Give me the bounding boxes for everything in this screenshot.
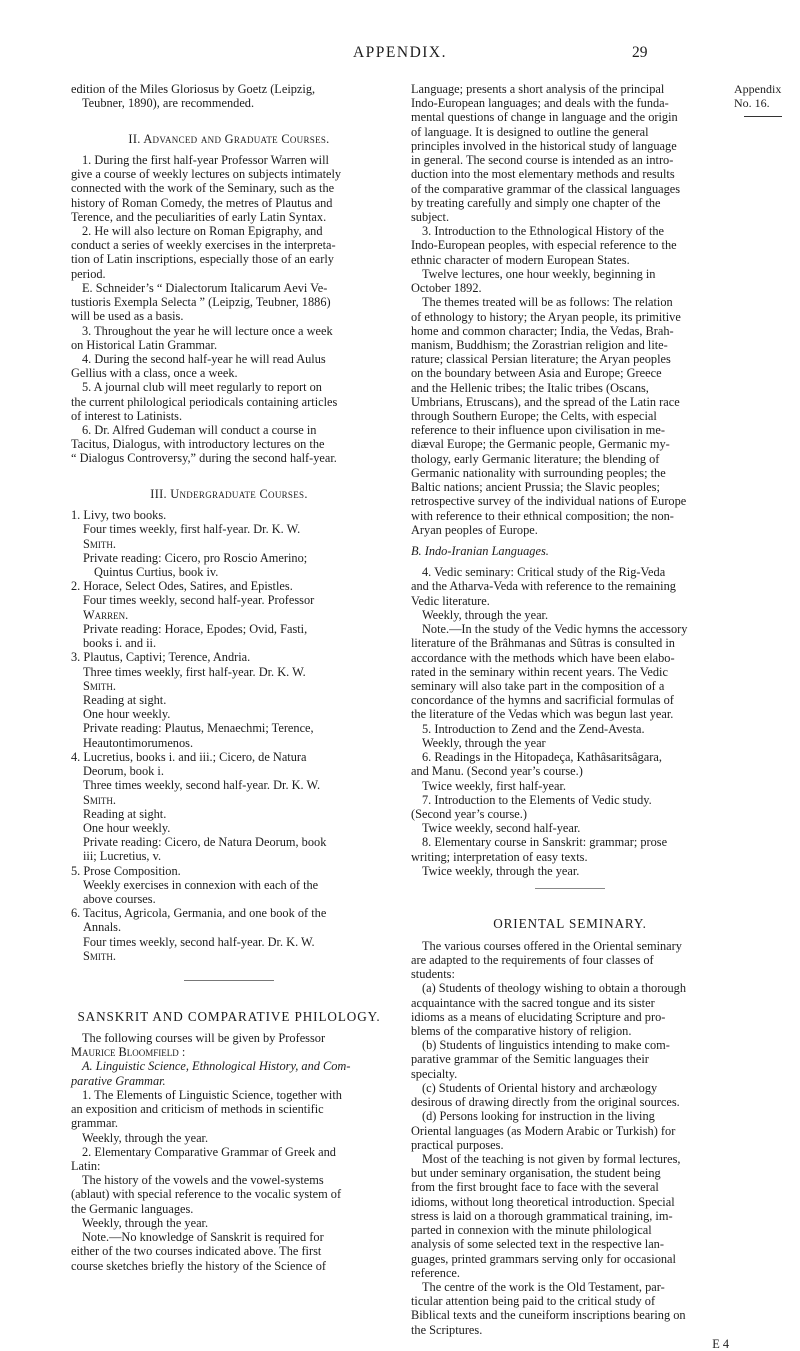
text-line: history of Roman Comedy, the metres of Plautus and	[71, 195, 333, 210]
text-line: accordance with the methods which have been elabo-	[411, 650, 675, 665]
text-line: Smith.	[83, 536, 116, 551]
text-line: parted in connexion with the minute philological	[411, 1223, 652, 1238]
text-line: Reading at sight.	[83, 806, 167, 821]
text-line: reference.	[411, 1265, 460, 1280]
text-line: of language. It is designed to outline the general	[411, 124, 649, 139]
signature-mark: E 4	[712, 1336, 729, 1351]
text-line: mental questions of change in language and the origin	[411, 110, 678, 125]
text-line: Maurice Bloomfield :	[71, 1045, 186, 1060]
right-column	[411, 82, 729, 1351]
text-line: subject.	[411, 209, 450, 224]
text-line: retrospective survey of the individual nations of Europe	[411, 494, 687, 509]
text-line: Reading at sight.	[83, 692, 167, 707]
margin-note-line: Appendix	[734, 82, 782, 96]
text-line: Private reading: Horace, Epodes; Ovid, Fasti,	[83, 621, 308, 636]
text-line: the current philological periodicals containing articles	[71, 394, 338, 409]
text-line: “ Dialogus Controversy,” during the second half-year.	[71, 451, 337, 466]
text-line: 1. The Elements of Linguistic Science, together with	[82, 1087, 342, 1102]
text-line: writing; interpretation of easy texts.	[411, 849, 588, 864]
text-line: Three times weekly, second half-year. Dr. K. W.	[83, 778, 321, 793]
text-line: desirous of drawing directly from the original sources.	[411, 1095, 680, 1110]
text-line: Twice weekly, first half-year.	[422, 778, 566, 793]
text-line: rature; classical Persian literature; the Aryan peoples	[411, 352, 671, 367]
text-line: The centre of the work is the Old Testament, par-	[422, 1279, 665, 1294]
list-item: 1. Livy, two books.	[71, 508, 167, 523]
text-line: 1. During the first half-year Professor Warren will	[82, 152, 329, 167]
text-line: Weekly, through the year.	[422, 607, 549, 622]
margin-rule	[744, 116, 782, 117]
text-line: duction into the most elementary methods and results	[411, 167, 675, 182]
text-line: Weekly, through the year.	[82, 1215, 209, 1230]
text-line: Four times weekly, second half-year. Professor	[83, 593, 315, 608]
text-line: and Manu. (Second year’s course.)	[411, 764, 583, 779]
text-line: 2. He will also lecture on Roman Epigraphy, and	[82, 223, 323, 238]
section-heading: III. Undergraduate Courses.	[150, 486, 308, 501]
list-item: 5. Prose Composition.	[71, 863, 181, 878]
text-line: Latin:	[71, 1158, 101, 1173]
text-line: literature of the Brâhmanas and Sûtras is consulted in	[411, 636, 675, 651]
text-line: books i. and ii.	[83, 636, 157, 651]
text-line: 3. Introduction to the Ethnological History of the	[422, 224, 665, 239]
text-line: Umbrians, Etruscans), and the spread of the Latin race	[411, 394, 680, 409]
page-header	[0, 44, 800, 64]
text-line: concordance of the hymns and sacrificial formulas of	[411, 693, 674, 708]
text-line: either of the two courses indicated above. The first	[71, 1244, 322, 1259]
text-line: 6. Readings in the Hitopadeça, Kathâsaritsâgara,	[422, 750, 662, 765]
text-line: (Second year’s course.)	[411, 806, 527, 821]
text-line: 7. Introduction to the Elements of Vedic study.	[422, 792, 652, 807]
text-line: (a) Students of theology wishing to obtain a thorough	[422, 981, 686, 996]
text-line: Smith.	[83, 948, 116, 963]
text-line: Tacitus, Dialogus, with introductory lectures on the	[71, 437, 325, 452]
margin-note	[734, 82, 790, 117]
text-line: guages, printed grammars serving only for occasional	[411, 1251, 676, 1266]
text-line: students:	[411, 967, 455, 982]
text-line: Private reading: Cicero, pro Roscio Amerino;	[83, 550, 308, 565]
text-line: One hour weekly.	[83, 820, 171, 835]
text-line: Indo-European languages; and deals with the funda-	[411, 96, 669, 111]
text-line: edition of the Miles Gloriosus by Goetz (Leipzig,	[71, 82, 316, 96]
text-line: on the boundary between Asia and Europe; Greece	[411, 366, 662, 381]
text-line: Weekly exercises in connexion with each of the	[83, 877, 319, 892]
text-line: manism, Buddhism; the Zorastrian religion and lite-	[411, 337, 668, 352]
text-line: E. Schneider’s “ Dialectorum Italicarum Aevi Ve-	[82, 280, 328, 295]
text-line: will be used as a basis.	[71, 309, 184, 324]
list-item: 2. Horace, Select Odes, Satires, and Epistles.	[71, 579, 293, 594]
text-line: Weekly, through the year	[422, 735, 546, 750]
left-column	[71, 82, 387, 1273]
text-line: conduct a series of weekly exercises in the interpreta-	[71, 238, 336, 253]
text-line: analysis of some selected text in the respective lan-	[411, 1237, 664, 1252]
text-line: an exposition and criticism of methods in scientific	[71, 1102, 324, 1117]
text-line: Twice weekly, second half-year.	[422, 821, 581, 836]
text-line: connected with the work of the Seminary, such as the	[71, 181, 335, 196]
text-line: 5. A journal club will meet regularly to report on	[82, 380, 322, 395]
text-line: acquaintance with the sacred tongue and its sister	[411, 995, 655, 1010]
text-line: Smith.	[83, 678, 116, 693]
text-line: Aryan peoples of Europe.	[411, 522, 538, 537]
text-line: Twice weekly, through the year.	[422, 863, 580, 878]
text-line: Four times weekly, second half-year. Dr. K. W.	[83, 934, 315, 949]
text-line: are adapted to the requirements of four classes of	[411, 952, 654, 967]
text-line: stress is laid on a thorough grammatical training, im-	[411, 1208, 673, 1223]
text-line: parative grammar of the Semitic languages their	[411, 1052, 649, 1067]
text-line: Teubner, 1890), are recommended.	[82, 96, 255, 111]
text-line: One hour weekly.	[83, 707, 171, 722]
text-line: of the comparative grammar of the classical languages	[411, 181, 681, 196]
text-line: ticular attention being paid to the critical study of	[411, 1294, 656, 1309]
subsection-heading: B. Indo-Iranian Languages.	[411, 544, 549, 558]
list-item: 3. Plautus, Captivi; Terence, Andria.	[71, 650, 251, 665]
text-line: Language; presents a short analysis of the principal	[411, 82, 665, 96]
text-line: practical purposes.	[411, 1137, 504, 1152]
list-item: 6. Tacitus, Agricola, Germania, and one book of the	[71, 906, 327, 921]
text-line: 5. Introduction to Zend and the Zend-Avesta.	[422, 721, 645, 736]
text-line: and the Atharva-Veda with reference to the remaining	[411, 579, 676, 594]
text-line: iii; Lucretius, v.	[83, 849, 162, 864]
text-line: the Scriptures.	[411, 1322, 483, 1337]
subsection-heading: parative Grammar.	[71, 1073, 166, 1088]
margin-note-line: No. 16.	[734, 96, 770, 111]
text-line: The following courses will be given by Professor	[82, 1031, 326, 1045]
text-line: Four times weekly, first half-year. Dr. K. W.	[83, 522, 301, 537]
running-title: APPENDIX.	[352, 44, 448, 61]
text-line: tustioris Exempla Selecta ” (Leipzig, Teubner, 1886)	[71, 295, 331, 310]
text-line: of ethnology to history; the Aryan people, its primitive	[411, 309, 681, 324]
text-line: Three times weekly, first half-year. Dr. K. W.	[83, 664, 306, 679]
text-line: course sketches briefly the history of the Science of	[71, 1258, 327, 1273]
section-heading: SANSKRIT AND COMPARATIVE PHILOLOGY.	[77, 1008, 381, 1024]
text-line: idioms as a means of elucidating Scripture and pro-	[411, 1009, 666, 1024]
text-line: the Germanic languages.	[71, 1201, 194, 1216]
text-line: Note.—In the study of the Vedic hymns the accessory	[422, 622, 688, 637]
text-line: (d) Persons looking for instruction in the living	[422, 1109, 655, 1124]
text-line: 4. Vedic seminary: Critical study of the Rig-Veda	[422, 565, 666, 580]
text-line: principles involved in the historical study of language	[411, 138, 677, 153]
text-line: above courses.	[83, 892, 156, 907]
text-line: rated in the seminary within recent years. The Vedic	[411, 664, 668, 679]
text-line: the literature of the Vedas which was begun last year.	[411, 707, 674, 722]
text-line: Deorum, book i.	[83, 764, 164, 779]
text-line: period.	[71, 266, 106, 281]
text-line: Twelve lectures, one hour weekly, beginning in	[422, 266, 656, 281]
text-line: blems of the comparative history of religion.	[411, 1024, 632, 1038]
text-line: Gellius with a class, once a week.	[71, 366, 238, 381]
text-line: 4. During the second half-year he will read Aulus	[82, 351, 326, 366]
text-line: on Historical Latin Grammar.	[71, 337, 218, 352]
text-line: 8. Elementary course in Sanskrit: grammar; prose	[422, 835, 668, 850]
text-line: (ablaut) with special reference to the vocalic system of	[71, 1187, 342, 1202]
page-number: 29	[632, 44, 648, 61]
text-line: Heautontimorumenos.	[83, 735, 194, 750]
text-line: Oriental languages (as Modern Arabic or Turkish) for	[411, 1123, 676, 1138]
text-line: The themes treated will be as follows: The relation	[422, 295, 673, 310]
text-line: Germanic nationality with surrounding peoples; the	[411, 465, 666, 480]
text-line: in general. The second course is intended as an intro-	[411, 153, 674, 168]
text-line: thology, early Germanic literature; the blending of	[411, 451, 660, 466]
text-line: The various courses offered in the Oriental seminary	[422, 938, 682, 953]
text-line: Private reading: Cicero, de Natura Deorum, book	[83, 835, 327, 850]
text-line: 6. Dr. Alfred Gudeman will conduct a course in	[82, 423, 317, 438]
text-line: of interest to Latinists.	[71, 408, 183, 423]
text-line: tion of Latin inscriptions, especially those of an early	[71, 252, 334, 267]
text-line: seminary will also take part in the composition of a	[411, 678, 665, 693]
text-line: by treating carefully and simply one chapter of the	[411, 195, 661, 210]
list-item: 4. Lucretius, books i. and iii.; Cicero, de Natura	[71, 749, 307, 764]
text-line: Weekly, through the year.	[82, 1130, 209, 1145]
text-line: from the first brought face to face with the several	[411, 1180, 659, 1195]
text-line: diæval Europe; the Germanic people, Germanic my-	[411, 437, 670, 452]
text-line: (c) Students of Oriental history and archæology	[422, 1080, 658, 1095]
text-line: Note.—No knowledge of Sanskrit is required for	[82, 1230, 324, 1245]
text-line: ethnic character of modern European States.	[411, 252, 630, 267]
section-heading: II. Advanced and Graduate Courses.	[128, 131, 330, 146]
text-line: (b) Students of linguistics intending to make com-	[422, 1038, 670, 1053]
text-line: The history of the vowels and the vowel-systems	[82, 1173, 324, 1188]
text-line: Annals.	[83, 920, 122, 935]
text-line: 3. Throughout the year he will lecture once a week	[82, 323, 333, 338]
subsection-heading: A. Linguistic Science, Ethnological History, and Com-	[82, 1059, 351, 1074]
text-line: home and common character; India, the Vedas, Brah-	[411, 323, 674, 338]
text-line: with reference to their ethnical composition; the non-	[411, 508, 674, 523]
text-line: Warren.	[83, 607, 129, 622]
text-line: Baltic nations; ancient Prussia; the Slavic peoples;	[411, 480, 660, 495]
text-line: Indo-European peoples, with especial reference to the	[411, 238, 677, 253]
text-line: Most of the teaching is not given by formal lectures,	[422, 1151, 681, 1166]
text-line: 2. Elementary Comparative Grammar of Greek and	[82, 1144, 336, 1159]
text-line: Terence, and the peculiarities of early Latin Syntax.	[71, 209, 327, 224]
text-line: Vedic literature.	[411, 593, 490, 608]
text-line: and the Hellenic tribes; the Italic tribes (Oscans,	[411, 380, 649, 395]
text-line: through Southern Europe; the Celts, with especial	[411, 409, 657, 424]
text-line: Quintus Curtius, book iv.	[94, 565, 219, 579]
text-line: specialty.	[411, 1066, 458, 1081]
text-line: Private reading: Plautus, Menaechmi; Terence,	[83, 721, 314, 736]
section-heading: ORIENTAL SEMINARY.	[493, 916, 647, 932]
text-line: idioms, without long theoretical introduction. Special	[411, 1194, 675, 1209]
text-line: grammar.	[71, 1116, 118, 1131]
text-line: Biblical texts and the cuneiform inscriptions bearing on	[411, 1308, 686, 1323]
text-line: Smith.	[83, 792, 116, 807]
text-line: give a course of weekly lectures on subjects intimately	[71, 167, 342, 182]
text-line: October 1892.	[411, 281, 482, 296]
text-line: but under seminary organisation, the student being	[411, 1166, 661, 1181]
text-line: reference to their influence upon civilisation in me-	[411, 423, 665, 438]
